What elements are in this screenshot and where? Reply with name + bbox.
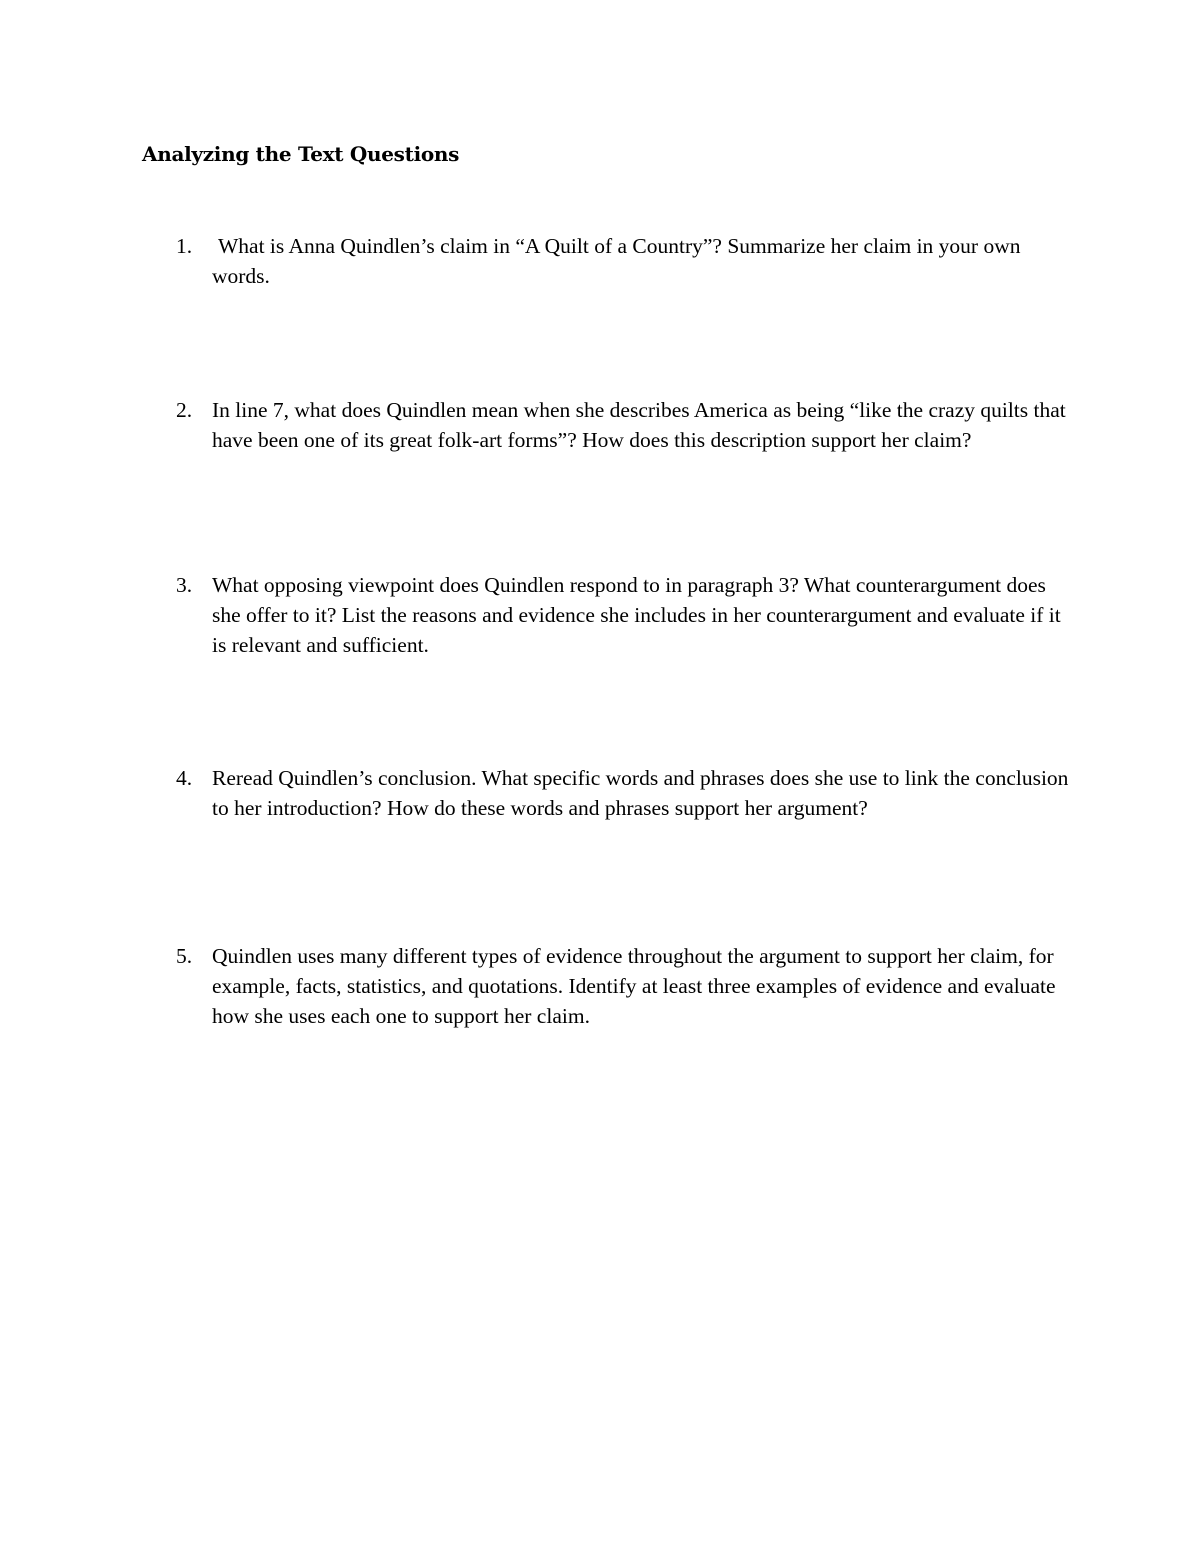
question-number: 5. bbox=[176, 944, 193, 968]
question-item bbox=[176, 763, 1076, 823]
question-item bbox=[176, 395, 1076, 455]
question-text: What opposing viewpoint does Quindlen respond to in paragraph 3? What counterargument does she offer to it? List the reasons and evidence she includes in her counterargument and evaluate if it is relevant and sufficient. bbox=[212, 573, 1061, 657]
question-item bbox=[176, 231, 1076, 291]
question-text: In line 7, what does Quindlen mean when she describes America as being “like the crazy quilts that have been one of its great folk-art forms”? How does this description support her claim? bbox=[212, 398, 1066, 452]
page-title: Analyzing the Text Questions bbox=[142, 142, 460, 166]
question-number: 2. bbox=[176, 398, 193, 422]
question-number: 4. bbox=[176, 766, 193, 790]
question-item bbox=[176, 570, 1076, 660]
question-text: Quindlen uses many different types of evidence throughout the argument to support her claim, for example, facts, statistics, and quotations. Identify at least three examples of evidence and evaluate how she uses each one to support her claim. bbox=[212, 944, 1056, 1028]
question-number: 3. bbox=[176, 573, 193, 597]
question-item bbox=[176, 941, 1076, 1031]
question-number: 1. bbox=[176, 234, 193, 258]
question-text: Reread Quindlen’s conclusion. What specific words and phrases does she use to link the conclusion to her introduction? How do these words and phrases support her argument? bbox=[212, 766, 1069, 820]
question-text: What is Anna Quindlen’s claim in “A Quilt of a Country”? Summarize her claim in your own words. bbox=[212, 234, 1021, 288]
